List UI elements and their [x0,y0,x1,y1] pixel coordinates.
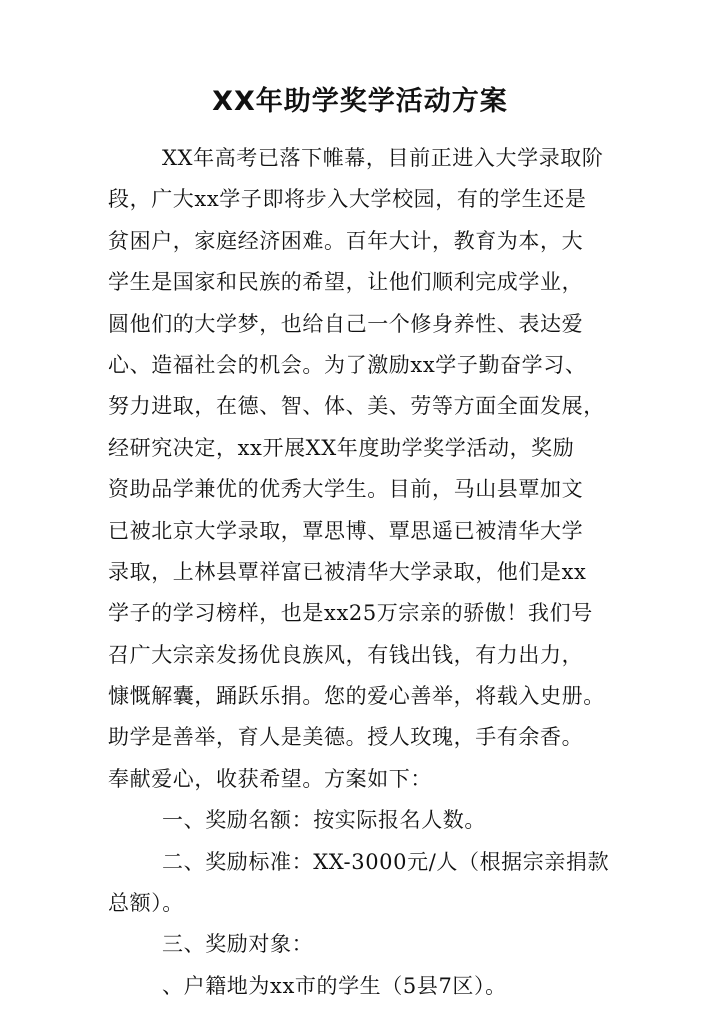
paragraph-line: 经研究决定，xx开展XX年度助学奖学活动，奖励 [108,435,575,460]
document-body [108,138,608,1007]
list-item: 一、奖励名额：按实际报名人数。 [162,808,486,833]
paragraph-line: XX年高考已落下帷幕，目前正进入大学录取阶 [162,146,604,170]
paragraph-line: 圆他们的大学梦，也给自己一个修身养性、表达爱 [108,311,584,336]
paragraph-line: 努力进取，在德、智、体、美、劳等方面全面发展， [108,394,605,419]
paragraph-line: 助学是善举，育人是美德。授人玫瑰，手有余香。 [108,725,584,750]
paragraph-line: 贫困户，家庭经济困难。百年大计，教育为本，大 [108,228,584,253]
document-title: XX年助学奖学活动方案 [212,86,508,117]
paragraph-line: 资助品学兼优的优秀大学生。目前，马山县覃加文 [108,477,584,502]
paragraph-line: 奉献爱心，收获希望。方案如下： [108,766,432,791]
list-item: 三、奖励对象： [162,932,314,957]
paragraph-line: 慷慨解囊，踊跃乐捐。您的爱心善举，将载入史册。 [108,684,605,709]
paragraph-line: 总额）。 [108,891,184,916]
paragraph-line: 心、造福社会的机会。为了激励xx学子勤奋学习、 [108,352,587,377]
paragraph-line: 学生是国家和民族的希望，让他们顺利完成学业， [108,270,584,295]
paragraph-line: 段，广大xx学子即将步入大学校园，有的学生还是 [108,187,587,212]
paragraph-line: 录取，上林县覃祥富已被清华大学录取，他们是xx [108,559,587,584]
paragraph-line: 召广大宗亲发扬优良族风，有钱出钱，有力出力， [108,642,584,667]
paragraph-line: 已被北京大学录取，覃思博、覃思遥已被清华大学 [108,518,584,543]
list-item: 二、奖励标准：XX-3000元/人（根据宗亲捐款 [162,849,610,874]
paragraph-line: 学子的学习榜样，也是xx25万宗亲的骄傲！我们号 [108,601,593,626]
list-item: 、户籍地为xx市的学生（5县7区）。 [162,973,507,998]
